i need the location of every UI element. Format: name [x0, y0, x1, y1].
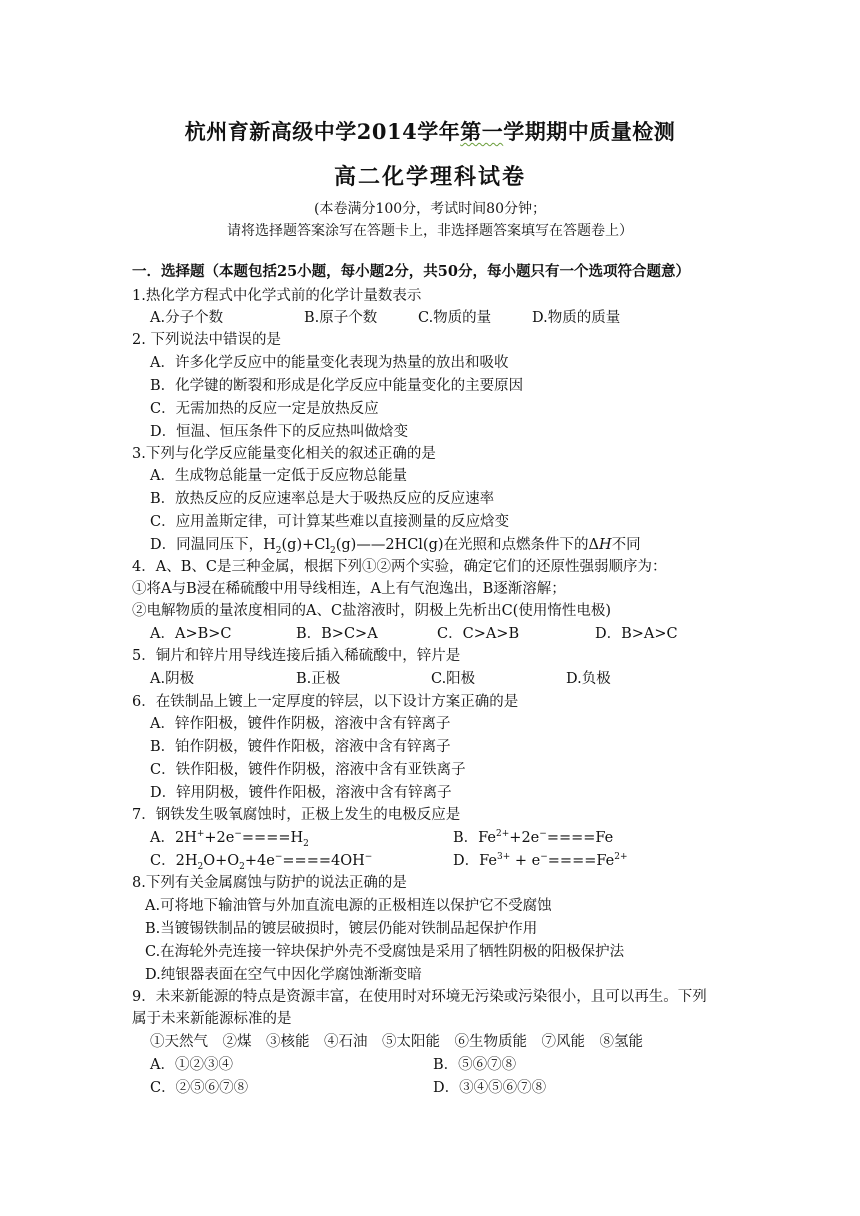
q7-a-sup: − [234, 829, 242, 840]
exam-note-2: 请将选择题答案涂写在答题卡上，非选择题答案填写在答题卷上） [227, 223, 633, 239]
q8-option-a: A.可将地下输油管与外加直流电源的正极相连以保护它不受腐蚀 [145, 898, 552, 914]
q7-c-sub: 2 [239, 861, 245, 872]
q7-c-sup: − [364, 852, 373, 863]
q3-d-sub: 2 [275, 545, 282, 556]
q7-d-sup: 3+ [496, 852, 511, 863]
q3-d-italic: H [599, 537, 612, 553]
q6-stem: 6．在铁制品上镀上一定厚度的锌层，以下设计方案正确的是 [132, 694, 519, 710]
q9-option-c: C．②⑤⑥⑦⑧ [150, 1080, 249, 1096]
exam-title-part: 学期期中质量检测 [503, 119, 676, 144]
q7-a-sub: 2 [303, 838, 309, 849]
q7-a-sup: + [196, 829, 205, 840]
q3-d-sub: 2 [330, 545, 336, 556]
q7-option-d [453, 851, 628, 871]
q5-stem: 5．铜片和锌片用导线连接后插入稀硫酸中，锌片是 [132, 648, 461, 664]
q7-option-a [150, 828, 309, 848]
q7-d-text: + e [510, 853, 541, 869]
q7-c-text: O+O [203, 853, 240, 869]
q8-option-b: B.当镀锡铁制品的镀层破损时，镀层仍能对铁制品起保护作用 [145, 921, 538, 937]
q3-option-d [150, 535, 641, 555]
q4-statement-1: ①将A与B浸在稀硫酸中用导线相连，A上有气泡逸出，B逐渐溶解； [132, 581, 566, 597]
q5-option-b: B.正极 [296, 671, 341, 687]
exam-title-part: 杭州育新高级中学2014学年 [184, 119, 461, 144]
q7-c-sup: − [274, 852, 283, 863]
q6-option-a: A．锌作阳极，镀件作阴极，溶液中含有锌离子 [150, 716, 451, 732]
q5-option-a: A.阴极 [150, 671, 195, 687]
q3-d-text: (g)——2HCl(g)在光照和点燃条件下的Δ [335, 537, 599, 553]
q9-energy-list: ①天然气 ②煤 ③核能 ④石油 ⑤太阳能 ⑥生物质能 ⑦风能 ⑧氢能 [150, 1034, 643, 1050]
q4-option-a: A．A>B>C [150, 626, 232, 642]
q3-stem: 3.下列与化学反应能量变化相关的叙述正确的是 [132, 446, 436, 462]
q8-option-d: D.纯银器表面在空气中因化学腐蚀渐渐变暗 [145, 967, 422, 983]
exam-subtitle: 高二化学理科试卷 [333, 164, 526, 190]
q3-d-text: D．同温同压下，H [150, 537, 276, 553]
q4-option-c: C．C>A>B [437, 626, 520, 642]
q7-d-text: D．Fe [453, 853, 497, 869]
q6-option-c: C．铁作阳极，镀件作阴极，溶液中含有亚铁离子 [150, 762, 466, 778]
q4-option-b: B．B>C>A [296, 626, 378, 642]
q6-option-d: D．锌用阴极，镀件作阳极，溶液中含有锌离子 [150, 785, 452, 801]
q9-stem-line-1: 9．未来新能源的特点是资源丰富，在使用时对环境无污染或污染很小，且可以再生。下列 [132, 989, 707, 1005]
exam-title-underlined: 第一 [460, 119, 504, 144]
q7-option-b [453, 828, 613, 848]
q9-stem-line-2: 属于未来新能源标准的是 [132, 1011, 292, 1027]
q2-option-a: A．许多化学反应中的能量变化表现为热量的放出和吸收 [150, 355, 509, 371]
q3-option-c: C．应用盖斯定律，可计算某些难以直接测量的反应焓变 [150, 514, 510, 530]
q8-option-c: C.在海轮外壳连接一锌块保护外壳不受腐蚀是采用了牺牲阴极的阳极保护法 [145, 944, 625, 960]
q7-b-sup: − [539, 829, 547, 840]
q4-option-d: D．B>A>C [595, 626, 678, 642]
q2-option-b: B．化学键的断裂和形成是化学反应中能量变化的主要原因 [150, 378, 524, 394]
q7-a-text: ====H [241, 830, 304, 846]
q7-stem: 7．钢铁发生吸氧腐蚀时，正极上发生的电极反应是 [132, 807, 461, 823]
q9-option-d: D．③④⑤⑥⑦⑧ [433, 1080, 547, 1096]
q7-a-text: +2e [204, 830, 235, 846]
q7-option-c [150, 851, 372, 871]
q5-option-c: C.阳极 [431, 671, 476, 687]
q7-b-text: ====Fe [546, 830, 614, 846]
q1-option-d: D.物质的质量 [532, 310, 621, 326]
q9-option-a: A．①②③④ [150, 1057, 233, 1073]
q7-b-sup: 2+ [496, 829, 510, 840]
q3-option-b: B．放热反应的反应速率总是大于吸热反应的反应速率 [150, 491, 495, 507]
q2-option-c: C．无需加热的反应一定是放热反应 [150, 401, 379, 417]
q7-c-text: C．2H [150, 853, 198, 869]
section-heading: 一．选择题（本题包括25小题，每小题2分，共50分，每小题只有一个选项符合题意） [132, 263, 690, 280]
q6-option-b: B．铂作阴极，镀件作阳极，溶液中含有锌离子 [150, 739, 451, 755]
exam-title [0, 116, 860, 146]
q7-b-text: +2e [509, 830, 540, 846]
q4-statement-2: ②电解物质的量浓度相同的A、C盐溶液时，阴极上先析出C(使用惰性电极) [132, 603, 611, 619]
q1-option-a: A.分子个数 [150, 310, 224, 326]
q7-d-text: ====Fe [547, 853, 615, 869]
q7-b-text: B．Fe [453, 830, 497, 846]
q4-stem: 4．A、B、C是三种金属，根据下列①②两个实验，确定它们的还原性强弱顺序为： [132, 559, 667, 575]
q7-d-sup: − [540, 852, 548, 863]
q8-stem: 8.下列有关金属腐蚀与防护的说法正确的是 [132, 875, 407, 891]
q2-option-d: D．恒温、恒压条件下的反应热叫做焓变 [150, 424, 409, 440]
q3-option-a: A．生成物总能量一定低于反应物总能量 [150, 468, 407, 484]
q1-option-c: C.物质的量 [418, 310, 492, 326]
q3-d-text: 不同 [611, 537, 641, 553]
q7-c-text: +4e [244, 853, 275, 869]
q7-a-text: A．2H [150, 830, 197, 846]
q3-d-text: (g)+Cl [281, 537, 330, 553]
q5-option-d: D.负极 [566, 671, 611, 687]
exam-note-1: (本卷满分100分，考试时间80分钟； [314, 201, 546, 217]
q7-c-text: ====4OH [282, 853, 365, 869]
q1-option-b: B.原子个数 [304, 310, 378, 326]
q7-c-sub: 2 [197, 861, 204, 872]
q7-d-sup: 2+ [614, 852, 628, 863]
q9-option-b: B．⑤⑥⑦⑧ [433, 1057, 517, 1073]
q1-stem: 1.热化学方程式中化学式前的化学计量数表示 [132, 288, 422, 304]
q2-stem: 2. 下列说法中错误的是 [132, 332, 281, 348]
